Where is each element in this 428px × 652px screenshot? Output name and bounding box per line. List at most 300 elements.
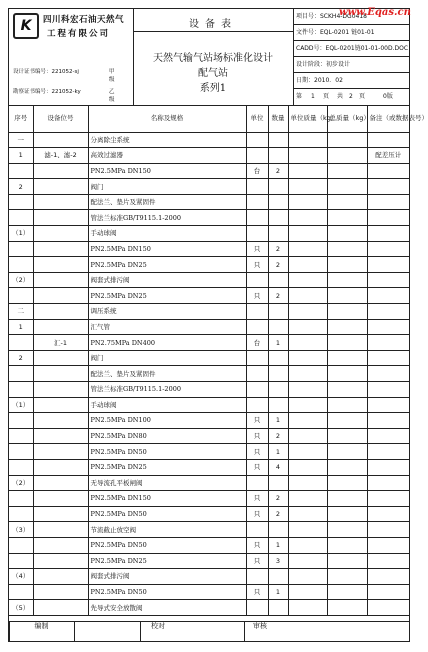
- row-remark: [367, 382, 409, 398]
- row-unit-weight: [288, 241, 327, 257]
- row-total-weight: [327, 584, 367, 600]
- row-seq: [9, 491, 33, 507]
- title-block: [9, 9, 409, 106]
- row-name: 手动球阀: [88, 397, 246, 413]
- row-qty: [268, 194, 288, 210]
- row-tag: [33, 194, 88, 210]
- row-unit: [246, 194, 268, 210]
- document-number: 文件号：EQL-0201 链01-01: [293, 25, 409, 41]
- row-remark: [367, 397, 409, 413]
- table-row: [9, 428, 409, 444]
- row-seq: 1: [9, 319, 33, 335]
- row-unit-weight: [288, 537, 327, 553]
- table-row: [9, 335, 409, 351]
- row-name: PN2.5MPa DN150: [88, 163, 246, 179]
- row-unit: [246, 132, 268, 148]
- row-name: 阀门: [88, 350, 246, 366]
- row-qty: 2: [268, 506, 288, 522]
- row-unit: [246, 522, 268, 538]
- row-qty: [268, 600, 288, 616]
- row-tag: [33, 366, 88, 382]
- row-remark: [367, 304, 409, 320]
- row-remark: 配差压计: [367, 148, 409, 164]
- row-unit-weight: [288, 148, 327, 164]
- row-tag: [33, 132, 88, 148]
- table-header-row: [9, 105, 409, 132]
- row-total-weight: [327, 506, 367, 522]
- row-total-weight: [327, 366, 367, 382]
- table-row: [9, 179, 409, 195]
- table-row: [9, 537, 409, 553]
- col-header-qty: 数量: [268, 105, 288, 132]
- row-total-weight: [327, 491, 367, 507]
- row-qty: [268, 304, 288, 320]
- row-tag: [33, 179, 88, 195]
- table-row: [9, 600, 409, 616]
- row-unit: 只: [246, 241, 268, 257]
- row-seq: （3）: [9, 522, 33, 538]
- table-row: [9, 366, 409, 382]
- row-unit: 只: [246, 413, 268, 429]
- design-certificate: [13, 67, 115, 83]
- row-qty: 2: [268, 288, 288, 304]
- row-tag: [33, 522, 88, 538]
- row-tag: [33, 257, 88, 273]
- row-name: PN2.75MPa DN400: [88, 335, 246, 351]
- row-total-weight: [327, 272, 367, 288]
- row-tag: [33, 600, 88, 616]
- table-row: [9, 257, 409, 273]
- row-name: PN2.5MPa DN80: [88, 428, 246, 444]
- row-remark: [367, 257, 409, 273]
- series-label: 系列1: [199, 83, 227, 94]
- row-tag: [33, 382, 88, 398]
- row-name: 分离除尘系统: [88, 132, 246, 148]
- row-unit-weight: [288, 226, 327, 242]
- row-tag: [33, 397, 88, 413]
- row-unit-weight: [288, 428, 327, 444]
- row-seq: 一: [9, 132, 33, 148]
- row-seq: [9, 413, 33, 429]
- row-qty: 1: [268, 444, 288, 460]
- row-total-weight: [327, 179, 367, 195]
- row-seq: [9, 382, 33, 398]
- row-unit: [246, 366, 268, 382]
- row-total-weight: [327, 319, 367, 335]
- row-remark: [367, 132, 409, 148]
- row-seq: （2）: [9, 475, 33, 491]
- row-unit: [246, 210, 268, 226]
- table-row: [9, 163, 409, 179]
- row-qty: [268, 319, 288, 335]
- row-tag: [33, 537, 88, 553]
- row-remark: [367, 506, 409, 522]
- row-name: PN2.5MPa DN25: [88, 257, 246, 273]
- row-remark: [367, 194, 409, 210]
- signature-row: [9, 621, 409, 642]
- row-seq: [9, 584, 33, 600]
- row-name: PN2.5MPa DN150: [88, 241, 246, 257]
- row-unit-weight: [288, 335, 327, 351]
- row-seq: 2: [9, 350, 33, 366]
- row-unit: 只: [246, 506, 268, 522]
- row-qty: [268, 210, 288, 226]
- row-tag: [33, 350, 88, 366]
- row-name: 阀套式排污阀: [88, 569, 246, 585]
- row-remark: [367, 459, 409, 475]
- row-name: 阀套式排污阀: [88, 272, 246, 288]
- row-total-weight: [327, 148, 367, 164]
- row-unit-weight: [288, 459, 327, 475]
- col-header-remark: 备注（或数据表号）: [367, 105, 409, 132]
- row-name: 汇气管: [88, 319, 246, 335]
- row-remark: [367, 413, 409, 429]
- row-total-weight: [327, 397, 367, 413]
- row-unit-weight: [288, 350, 327, 366]
- row-unit: [246, 600, 268, 616]
- table-row: [9, 319, 409, 335]
- row-unit: 只: [246, 444, 268, 460]
- row-seq: [9, 553, 33, 569]
- row-qty: 2: [268, 428, 288, 444]
- row-seq: （5）: [9, 600, 33, 616]
- row-unit-weight: [288, 444, 327, 460]
- table-row: [9, 569, 409, 585]
- col-header-seq: 序号: [9, 105, 33, 132]
- row-remark: [367, 553, 409, 569]
- row-unit: 只: [246, 428, 268, 444]
- row-total-weight: [327, 132, 367, 148]
- row-seq: 2: [9, 179, 33, 195]
- row-tag: [33, 319, 88, 335]
- row-unit: [246, 382, 268, 398]
- row-name: PN2.5MPa DN25: [88, 288, 246, 304]
- row-unit: [246, 350, 268, 366]
- row-qty: [268, 569, 288, 585]
- design-cert-number: 设计证书编号：221052-sj: [13, 69, 79, 75]
- row-unit: 台: [246, 163, 268, 179]
- row-unit: [246, 304, 268, 320]
- row-seq: （1）: [9, 397, 33, 413]
- checked-by-value: [175, 622, 245, 642]
- row-unit: [246, 272, 268, 288]
- row-tag: [33, 459, 88, 475]
- survey-certificate: [13, 87, 115, 103]
- row-total-weight: [327, 600, 367, 616]
- row-remark: [367, 584, 409, 600]
- row-total-weight: [327, 210, 367, 226]
- row-qty: [268, 272, 288, 288]
- row-remark: [367, 288, 409, 304]
- row-qty: [268, 132, 288, 148]
- table-row: [9, 241, 409, 257]
- row-total-weight: [327, 241, 367, 257]
- row-remark: [367, 226, 409, 242]
- row-unit: [246, 475, 268, 491]
- row-remark: [367, 569, 409, 585]
- table-row: [9, 413, 409, 429]
- row-seq: 1: [9, 148, 33, 164]
- table-row: [9, 350, 409, 366]
- row-seq: （1）: [9, 226, 33, 242]
- row-tag: [33, 428, 88, 444]
- row-qty: 4: [268, 459, 288, 475]
- row-qty: 2: [268, 163, 288, 179]
- row-name: 配法兰、垫片及紧固件: [88, 194, 246, 210]
- row-tag: [33, 569, 88, 585]
- row-remark: [367, 428, 409, 444]
- table-row: [9, 444, 409, 460]
- col-header-unit: 单位: [246, 105, 268, 132]
- row-tag: [33, 272, 88, 288]
- row-qty: [268, 397, 288, 413]
- row-remark: [367, 241, 409, 257]
- table-row: [9, 506, 409, 522]
- row-total-weight: [327, 522, 367, 538]
- row-remark: [367, 444, 409, 460]
- row-remark: [367, 600, 409, 616]
- table-row: [9, 491, 409, 507]
- col-header-unit-weight: 单位质量（kg）: [288, 105, 327, 132]
- row-remark: [367, 179, 409, 195]
- row-seq: [9, 257, 33, 273]
- row-name: PN2.5MPa DN50: [88, 444, 246, 460]
- row-remark: [367, 537, 409, 553]
- row-seq: [9, 194, 33, 210]
- row-qty: 2: [268, 241, 288, 257]
- row-qty: [268, 179, 288, 195]
- row-qty: 1: [268, 537, 288, 553]
- table-row: [9, 194, 409, 210]
- row-unit-weight: [288, 210, 327, 226]
- row-total-weight: [327, 475, 367, 491]
- equipment-list-sheet: [8, 7, 428, 642]
- row-tag: [33, 475, 88, 491]
- row-remark: [367, 319, 409, 335]
- row-seq: [9, 459, 33, 475]
- row-seq: [9, 506, 33, 522]
- document-info: [293, 9, 409, 105]
- row-unit-weight: [288, 163, 327, 179]
- table-row: [9, 304, 409, 320]
- row-name: 管法兰标准GB/T9115.1-2000: [88, 210, 246, 226]
- row-tag: [33, 584, 88, 600]
- row-total-weight: [327, 553, 367, 569]
- row-unit-weight: [288, 382, 327, 398]
- compiled-by-value: [75, 622, 141, 642]
- row-unit-weight: [288, 304, 327, 320]
- col-header-name: 名称及规格: [88, 105, 246, 132]
- row-unit: 只: [246, 553, 268, 569]
- row-tag: [33, 491, 88, 507]
- row-seq: 二: [9, 304, 33, 320]
- col-header-tag: 设备位号: [33, 105, 88, 132]
- row-unit: [246, 226, 268, 242]
- row-unit-weight: [288, 257, 327, 273]
- row-seq: [9, 444, 33, 460]
- row-tag: 汇-1: [33, 335, 88, 351]
- row-total-weight: [327, 537, 367, 553]
- row-qty: [268, 366, 288, 382]
- row-qty: [268, 226, 288, 242]
- row-remark: [367, 350, 409, 366]
- row-total-weight: [327, 350, 367, 366]
- reviewed-by-value: [275, 622, 409, 642]
- row-name: PN2.5MPa DN50: [88, 537, 246, 553]
- row-remark: [367, 491, 409, 507]
- row-unit-weight: [288, 475, 327, 491]
- row-name: 配法兰、垫片及紧固件: [88, 366, 246, 382]
- row-unit-weight: [288, 179, 327, 195]
- cadd-number: CADD号：EQL-0201链01-01-00D.DOC: [293, 41, 409, 57]
- row-name: 阀门: [88, 179, 246, 195]
- row-seq: [9, 537, 33, 553]
- row-tag: [33, 553, 88, 569]
- page-info: 第 1 页 共 2 页 0版: [293, 89, 409, 105]
- row-remark: [367, 210, 409, 226]
- row-tag: [33, 241, 88, 257]
- company-block: [9, 9, 134, 105]
- design-cert-grade: 甲级: [109, 69, 115, 83]
- row-qty: [268, 522, 288, 538]
- row-tag: 滤-1、滤-2: [33, 148, 88, 164]
- row-name: PN2.5MPa DN150: [88, 491, 246, 507]
- row-total-weight: [327, 444, 367, 460]
- row-qty: 3: [268, 553, 288, 569]
- row-unit: 只: [246, 584, 268, 600]
- row-seq: （4）: [9, 569, 33, 585]
- row-unit: 只: [246, 491, 268, 507]
- title-divider: [133, 31, 293, 32]
- row-tag: [33, 413, 88, 429]
- station-subtitle: 配气站: [198, 68, 228, 79]
- row-unit: 只: [246, 537, 268, 553]
- table-row: [9, 148, 409, 164]
- survey-cert-grade: 乙级: [109, 89, 115, 103]
- table-row: [9, 382, 409, 398]
- row-qty: [268, 382, 288, 398]
- row-name: PN2.5MPa DN50: [88, 506, 246, 522]
- row-name: 无导流孔平板闸阀: [88, 475, 246, 491]
- row-name: 先导式安全放散阀: [88, 600, 246, 616]
- row-total-weight: [327, 257, 367, 273]
- row-tag: [33, 163, 88, 179]
- watermark-text: www.Eqas.cn: [339, 7, 411, 18]
- row-remark: [367, 522, 409, 538]
- row-seq: [9, 428, 33, 444]
- row-unit-weight: [288, 319, 327, 335]
- row-total-weight: [327, 194, 367, 210]
- table-row: [9, 459, 409, 475]
- sheet-title: 设备表: [189, 19, 237, 30]
- issue-date: 日期：2010．02: [293, 73, 409, 89]
- row-qty: [268, 148, 288, 164]
- row-unit-weight: [288, 522, 327, 538]
- row-name: 节流截止放空阀: [88, 522, 246, 538]
- row-total-weight: [327, 335, 367, 351]
- row-tag: [33, 210, 88, 226]
- company-name-line2: 工程有限公司: [47, 29, 111, 39]
- row-qty: [268, 350, 288, 366]
- row-total-weight: [327, 413, 367, 429]
- row-qty: 1: [268, 584, 288, 600]
- row-seq: [9, 210, 33, 226]
- row-name: PN2.5MPa DN25: [88, 553, 246, 569]
- row-qty: 1: [268, 335, 288, 351]
- row-name: 高效过滤器: [88, 148, 246, 164]
- row-unit-weight: [288, 272, 327, 288]
- row-remark: [367, 272, 409, 288]
- row-unit-weight: [288, 600, 327, 616]
- row-unit: 只: [246, 288, 268, 304]
- row-unit: [246, 569, 268, 585]
- project-number: 项目号：SCKH4-DG0418: [293, 9, 409, 25]
- row-remark: [367, 163, 409, 179]
- row-seq: （2）: [9, 272, 33, 288]
- row-seq: [9, 163, 33, 179]
- title-area: [133, 9, 294, 105]
- equipment-table: [9, 105, 428, 616]
- row-name: PN2.5MPa DN50: [88, 584, 246, 600]
- row-name: 管法兰标准GB/T9115.1-2000: [88, 382, 246, 398]
- row-qty: 1: [268, 413, 288, 429]
- table-row: [9, 132, 409, 148]
- company-name-line1: 四川科宏石油天然气: [43, 15, 125, 25]
- table-row: [9, 272, 409, 288]
- row-unit: [246, 319, 268, 335]
- row-name: PN2.5MPa DN100: [88, 413, 246, 429]
- row-unit: [246, 148, 268, 164]
- table-row: [9, 210, 409, 226]
- row-tag: [33, 288, 88, 304]
- reviewed-by-label: 审核: [253, 622, 267, 630]
- row-unit: [246, 397, 268, 413]
- row-unit-weight: [288, 132, 327, 148]
- survey-cert-number: 勘察证书编号：221052-ky: [13, 89, 81, 95]
- version: 0版: [383, 93, 393, 100]
- row-remark: [367, 335, 409, 351]
- row-seq: [9, 288, 33, 304]
- table-row: [9, 584, 409, 600]
- current-page: 1: [311, 93, 315, 100]
- row-unit-weight: [288, 584, 327, 600]
- row-tag: [33, 506, 88, 522]
- row-qty: 2: [268, 257, 288, 273]
- row-qty: [268, 475, 288, 491]
- table-row: [9, 397, 409, 413]
- row-tag: [33, 304, 88, 320]
- table-row: [9, 522, 409, 538]
- row-unit-weight: [288, 413, 327, 429]
- row-total-weight: [327, 304, 367, 320]
- row-seq: [9, 335, 33, 351]
- row-total-weight: [327, 569, 367, 585]
- row-total-weight: [327, 288, 367, 304]
- row-unit-weight: [288, 506, 327, 522]
- row-remark: [367, 475, 409, 491]
- row-unit-weight: [288, 569, 327, 585]
- row-total-weight: [327, 163, 367, 179]
- row-unit-weight: [288, 553, 327, 569]
- row-unit: 台: [246, 335, 268, 351]
- table-row: [9, 553, 409, 569]
- table-body: [9, 132, 409, 615]
- row-unit-weight: [288, 366, 327, 382]
- table-row: [9, 226, 409, 242]
- row-total-weight: [327, 459, 367, 475]
- col-header-total-weight: 总质量（kg）: [327, 105, 367, 132]
- row-unit-weight: [288, 194, 327, 210]
